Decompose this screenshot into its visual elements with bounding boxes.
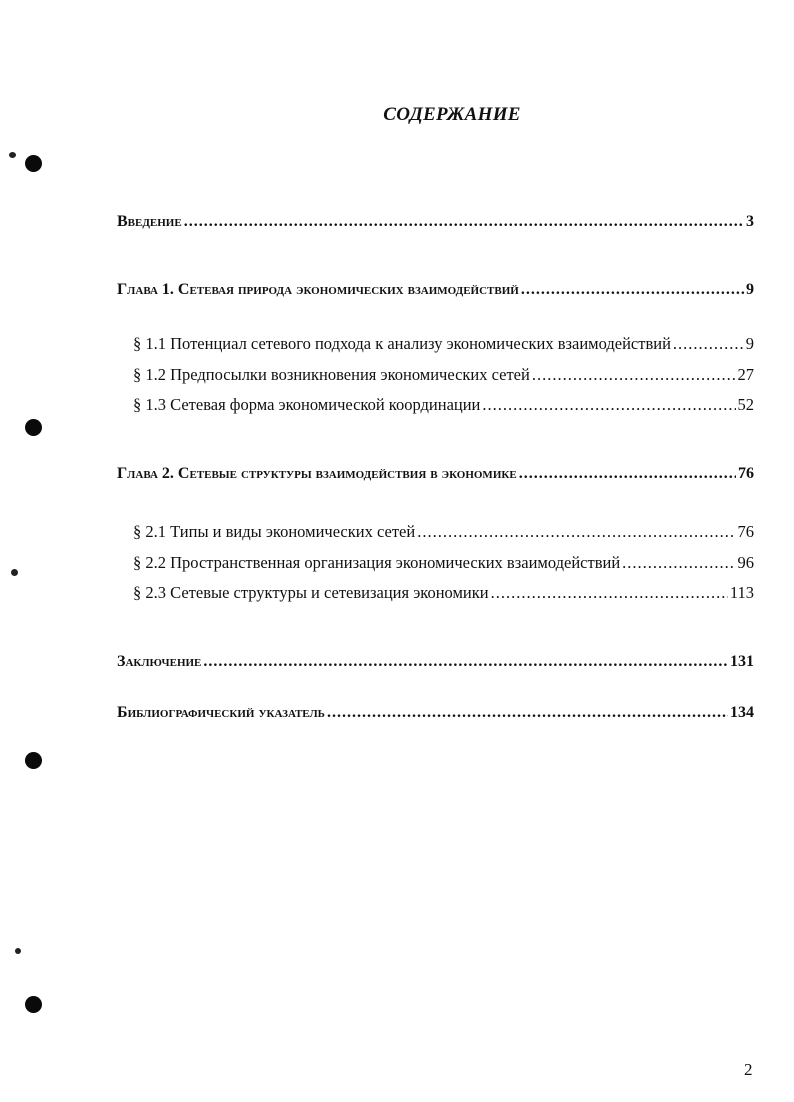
toc-entry-label: § 1.2 Предпосылки возникновения экономических сетей bbox=[133, 365, 530, 384]
toc-entry-conclusion[interactable] bbox=[117, 653, 754, 671]
toc-entry-page: 27 bbox=[737, 365, 754, 384]
toc-entry-intro[interactable] bbox=[117, 213, 754, 231]
scan-speck bbox=[15, 948, 21, 954]
toc-entry-bibliography[interactable] bbox=[117, 704, 754, 722]
toc-entry-page: 3 bbox=[746, 213, 754, 230]
toc-entry-label: § 2.3 Сетевые структуры и сетевизация экономики bbox=[133, 583, 489, 602]
toc-entry-page: 76 bbox=[738, 465, 754, 482]
toc-entry-section-2-3[interactable] bbox=[133, 583, 754, 603]
toc-entry-label: § 1.3 Сетевая форма экономической координации bbox=[133, 395, 481, 414]
toc-entry-page: 52 bbox=[737, 395, 754, 414]
toc-leader-dots bbox=[532, 365, 736, 385]
toc-entry-page: 9 bbox=[746, 281, 754, 298]
toc-entry-label: § 1.1 Потенциал сетевого подхода к анализу экономических взаимодействий bbox=[133, 334, 671, 353]
page-number: 2 bbox=[744, 1060, 753, 1079]
toc-entry-label: Библиографический указатель bbox=[117, 704, 325, 721]
toc-leader-dots bbox=[482, 395, 735, 415]
toc-entry-label: Глава 2. Сетевые структуры взаимодействия в экономике bbox=[117, 465, 517, 482]
toc-leader-dots bbox=[673, 334, 744, 354]
toc-entry-chapter-1[interactable] bbox=[117, 281, 754, 299]
toc-leader-dots bbox=[521, 281, 744, 299]
toc-entry-page: 113 bbox=[729, 583, 754, 602]
toc-leader-dots bbox=[519, 465, 736, 483]
toc-entry-section-1-1[interactable] bbox=[133, 334, 754, 354]
punch-hole bbox=[25, 996, 42, 1013]
toc-entry-section-1-2[interactable] bbox=[133, 365, 754, 385]
toc-leader-dots bbox=[203, 653, 728, 671]
scan-speck bbox=[9, 152, 16, 158]
scan-speck bbox=[11, 569, 18, 576]
toc-leader-dots bbox=[184, 213, 744, 231]
toc-entry-page: 96 bbox=[737, 553, 754, 572]
toc-entry-label: Заключение bbox=[117, 653, 202, 670]
toc-leader-dots bbox=[491, 583, 728, 603]
toc-entry-page: 131 bbox=[730, 653, 754, 670]
toc-entry-page: 9 bbox=[745, 334, 754, 353]
toc-entry-section-2-1[interactable] bbox=[133, 522, 754, 542]
toc-entry-page: 134 bbox=[730, 704, 754, 721]
toc-entry-chapter-2[interactable] bbox=[117, 465, 754, 483]
punch-hole bbox=[25, 155, 42, 172]
toc-entry-section-1-3[interactable] bbox=[133, 395, 754, 415]
toc-entry-label: Глава 1. Сетевая природа экономических взаимодействий bbox=[117, 281, 519, 298]
punch-hole bbox=[25, 752, 42, 769]
toc-leader-dots bbox=[417, 522, 735, 542]
punch-hole bbox=[25, 419, 42, 436]
toc-entry-section-2-2[interactable] bbox=[133, 553, 754, 573]
page-title: СОДЕРЖАНИЕ bbox=[383, 104, 521, 125]
toc-entry-label: Введение bbox=[117, 213, 182, 230]
toc-entry-label: § 2.2 Пространственная организация экономических взаимодействий bbox=[133, 553, 621, 572]
toc-leader-dots bbox=[622, 553, 735, 573]
toc-entry-label: § 2.1 Типы и виды экономических сетей bbox=[133, 522, 416, 541]
toc-leader-dots bbox=[327, 704, 728, 722]
toc-entry-page: 76 bbox=[737, 522, 754, 541]
